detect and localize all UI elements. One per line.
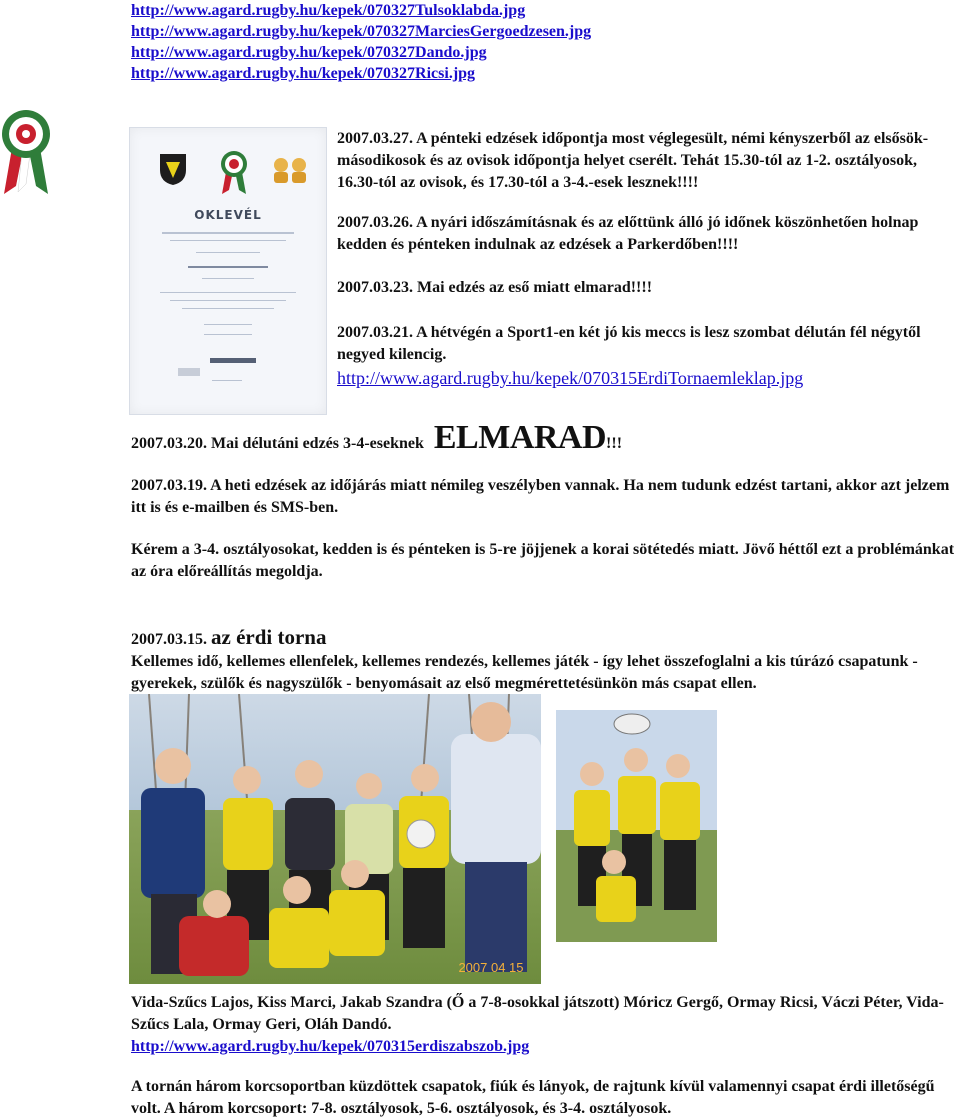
entry-text: A hétvégén a Sport1-en két jó kis meccs is lesz szombat délután fél négytől negyed kilencig.	[337, 324, 921, 363]
link-erdi-szabszob[interactable]: http://www.agard.rugby.hu/kepek/070315erdiszabszob.jpg	[131, 1038, 530, 1055]
kids-mascot-icon	[270, 156, 310, 184]
entry-text: A pénteki edzések időpontja most véglegesült, némi kényszerből az elsősök-másodikosok és az ovisok időpontja helyet cserélt. Tehát 15.30-tól az 1-2. osztályosok, 16.30-tól az ovisok, és 17.30-tól a 3-4.-esek lesznek!!!!	[337, 130, 929, 191]
closing-paragraph: A tornán három korcsoportban küzdöttek csapatok, fiúk és lányok, de rajtunk kívül valamennyi csapat érdi illetőségű volt. A három korcsoport: 7-8. osztályosok, 5-6. osztályosok, és 3-4. osztályosok.	[131, 1078, 935, 1117]
link-erdi-torna-emleklap[interactable]: http://www.agard.rugby.hu/kepek/070315ErdiTornaemleklap.jpg	[337, 368, 804, 388]
entry-text: Mai edzés az eső miatt elmarad!!!!	[417, 279, 653, 296]
cockade-rosette-icon	[0, 108, 52, 196]
entry-date: 2007.03.15.	[131, 631, 207, 648]
certificate-heading: OKLEVÉL	[194, 208, 262, 222]
entry-date: 2007.03.26.	[337, 214, 413, 231]
entry-text: A nyári időszámításnak és az előttünk álló jó időnek köszönhetően holnap kedden és pénteken indulnak az edzések a Parkerdőben!!!!	[337, 214, 919, 253]
photo-caption-block	[131, 992, 956, 1120]
link-tulsoklabda[interactable]: http://www.agard.rugby.hu/kepek/070327Tulsoklabda.jpg	[131, 2, 526, 19]
team-photo-group	[129, 694, 541, 984]
photo-caption: Vida-Szűcs Lajos, Kiss Marci, Jakab Szandra (Ő a 7-8-osokkal játszott) Móricz Gergő, Ormay Ricsi, Váczi Péter, Vida-Szűcs Lala, Ormay Geri, Oláh Dandó.	[131, 994, 944, 1033]
entry-text-2: Kérem a 3-4. osztályosokat, kedden is és pénteken is 5-re jöjjenek a korai sötétedés miatt. Jövő héttől ezt a problémánkat az óra előreállítás megoldja.	[131, 541, 955, 580]
top-links	[131, 0, 591, 84]
team-photo-trophy	[556, 710, 717, 942]
entry-date: 2007.03.21.	[337, 324, 413, 341]
news-entry-0323	[337, 277, 952, 299]
exclamation: !!!	[606, 435, 623, 452]
news-entry-0320	[131, 418, 956, 464]
entry-date: 2007.03.20.	[131, 435, 207, 452]
entry-title: az érdi torna	[211, 625, 327, 649]
certificate-image	[129, 127, 327, 415]
link-dando[interactable]: http://www.agard.rugby.hu/kepek/070327Dando.jpg	[131, 44, 487, 61]
entry-date: 2007.03.19.	[131, 477, 207, 494]
entry-text: A heti edzések az időjárás miatt némileg veszélyben vannak. Ha nem tudunk edzést tartani, akkor azt jelzem itt is és e-mailben és SMS-ben.	[131, 477, 950, 516]
entry-date: 2007.03.27.	[337, 130, 413, 147]
photo-date-stamp: 2007 04 15	[458, 960, 524, 975]
news-entry-0326	[337, 212, 952, 256]
entry-text: Mai délutáni edzés 3-4-eseknek	[211, 435, 424, 452]
entry-date: 2007.03.23.	[337, 279, 413, 296]
news-entry-0319	[131, 475, 956, 583]
news-entry-0315	[131, 626, 956, 695]
entry-text: Kellemes idő, kellemes ellenfelek, kellemes rendezés, kellemes játék - így lehet összefoglalni a kis túrázó csapatunk - gyerekek, szülők és nagyszülők - benyomásait az első megmérettetésünkön más csapat ellen.	[131, 653, 918, 692]
club-shield-icon	[158, 152, 188, 186]
link-ricsi[interactable]: http://www.agard.rugby.hu/kepek/070327Ricsi.jpg	[131, 65, 476, 82]
news-entry-0327	[337, 128, 952, 194]
cancelled-notice: ELMARAD	[433, 419, 607, 456]
link-marcies-gergo[interactable]: http://www.agard.rugby.hu/kepek/070327MarciesGergoedzesen.jpg	[131, 23, 592, 40]
news-entry-0321	[337, 322, 952, 390]
mini-rosette-icon	[220, 150, 248, 196]
